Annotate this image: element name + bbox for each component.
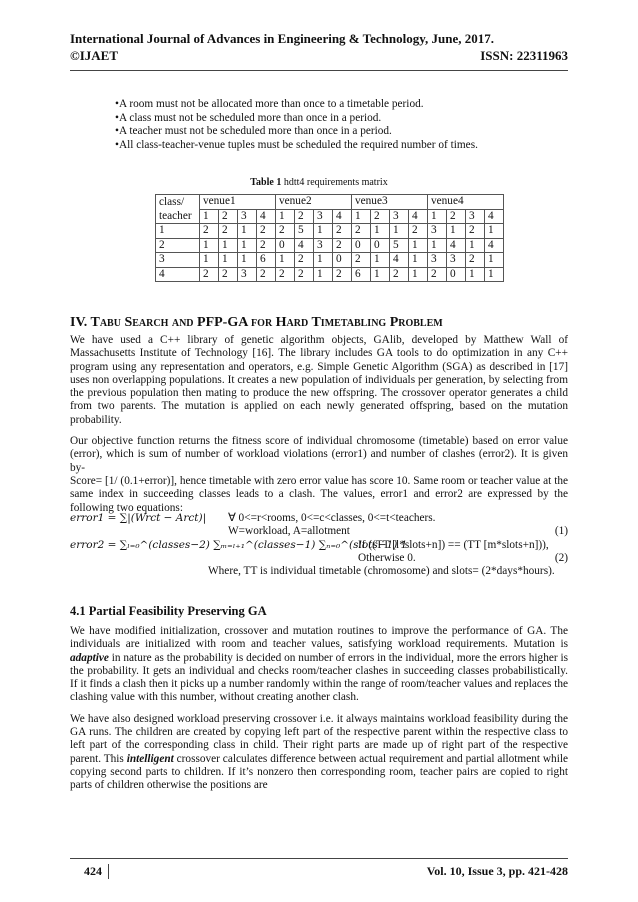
table-cell: 6 [352, 267, 371, 282]
venue-header: venue1 [200, 195, 276, 210]
subcol-header: 3 [238, 209, 257, 224]
page-header [70, 30, 568, 64]
venue-header: venue2 [276, 195, 352, 210]
table-cell: 0 [333, 253, 352, 268]
table-cell: 1 [314, 253, 333, 268]
table-cell: 3 [428, 224, 447, 239]
journal-title: International Journal of Advances in Engineering & Technology, June, 2017. [70, 31, 495, 46]
table-cell: 2 [295, 267, 314, 282]
table-cell: 1 [409, 253, 428, 268]
venue-header: venue3 [352, 195, 428, 210]
equations: error1 = ∑|(Wrct − Arct)| ∀ 0<=r<rooms, 0<=c<classes, 0<=t<teachers. W=workload, A=allotment (1) error2 = ∑ₗ₌₀^(classes−2) ∑ₘ₌ₗ₊₁^(classes−1) ∑ₙ₌₀^(slots−1) 1 If ((TT [l*slots+n]) == (TT [m*slots+n])), Otherwise 0. (2) Where, TT is individual timetable (chromosome) and slots= (2*days*hours). [70, 512, 568, 578]
table-cell: 5 [295, 224, 314, 239]
issn: ISSN: 22311963 [480, 48, 568, 63]
table-cell: 5 [390, 238, 409, 253]
table-cell: 6 [257, 253, 276, 268]
subcol-header: 1 [352, 209, 371, 224]
table-row [156, 253, 504, 268]
paragraph: We have modified initialization, crossover and mutation routines to improve the performance of GA. The individuals are initialized with room and teacher values, satisfying workload requirements. Mutation is adaptive in nature as the probability is decided on number of errors in the individual, more the errors higher is the probability. It gets an individual and checks room/teacher clashes in succeeding classes probabilistically. If it finds a clash then it picks up a number randomly within the range of room/teacher values and replaces the clashing value with this number, without creating another clash. [70, 625, 568, 704]
table-cell: 1 [238, 253, 257, 268]
table-cell: 2 [257, 238, 276, 253]
table-cell: 1 [409, 267, 428, 282]
table-cell: 1 [485, 224, 504, 239]
table-cell: 2 [428, 267, 447, 282]
table-cell: 2 [409, 224, 428, 239]
footer-rule [70, 858, 568, 859]
table-cell: 2 [257, 267, 276, 282]
table-cell: 2 [352, 253, 371, 268]
row-label: 1 [156, 224, 200, 239]
subcol-header: 4 [485, 209, 504, 224]
subcol-header: 1 [200, 209, 219, 224]
table-cell: 1 [238, 224, 257, 239]
row-label: 2 [156, 238, 200, 253]
subsection-body [70, 625, 568, 801]
paragraph: Score= [1/ (0.1+error)], hence timetable with zero error value has score 10. Same room or teacher value at the same index in succeeding classes leads to a clash. The values, error1 and error2 are expressed by the following two equations: [70, 474, 568, 514]
list-item: •All class-teacher-venue tuples must be scheduled the required number of times. [115, 138, 478, 151]
subcol-header: 3 [466, 209, 485, 224]
table-cell: 3 [447, 253, 466, 268]
table-row [156, 267, 504, 282]
table-cell: 1 [371, 224, 390, 239]
table-cell: 1 [428, 238, 447, 253]
table-row [156, 224, 504, 239]
table-cell: 2 [295, 253, 314, 268]
corner-header: teacher [156, 209, 200, 224]
table-cell: 4 [447, 238, 466, 253]
table-cell: 2 [200, 267, 219, 282]
table-cell: 2 [276, 224, 295, 239]
table-cell: 0 [276, 238, 295, 253]
table-cell: 0 [352, 238, 371, 253]
table-cell: 0 [447, 267, 466, 282]
constraint-list [115, 98, 478, 152]
venue-header: venue4 [428, 195, 504, 210]
subcol-header: 2 [447, 209, 466, 224]
table-cell: 2 [219, 224, 238, 239]
volume-info: Vol. 10, Issue 3, pp. 421-428 [426, 864, 568, 878]
table-cell: 2 [219, 267, 238, 282]
subcol-header: 3 [314, 209, 333, 224]
subcol-header: 2 [219, 209, 238, 224]
table-cell: 1 [466, 267, 485, 282]
table-cell: 1 [447, 224, 466, 239]
table-cell: 1 [409, 238, 428, 253]
subcol-header: 4 [257, 209, 276, 224]
subcol-header: 1 [276, 209, 295, 224]
equation-2: error2 = ∑ₗ₌₀^(classes−2) ∑ₘ₌ₗ₊₁^(classes−1) ∑ₙ₌₀^(slots−1) 1 [70, 538, 408, 551]
table-row [156, 238, 504, 253]
table-cell: 2 [390, 267, 409, 282]
list-item: •A class must not be scheduled more than once in a period. [115, 111, 382, 124]
subcol-header: 4 [333, 209, 352, 224]
table-cell: 1 [371, 253, 390, 268]
table-cell: 2 [333, 238, 352, 253]
table-cell: 2 [466, 224, 485, 239]
table-cell: 1 [238, 238, 257, 253]
paragraph: We have also designed workload preserving crossover i.e. it always maintains workload feasibility during the GA runs. The children are created by copying left part of the respective parent within the respective class to left part of the corresponding class in child. Their right parts are made up of right part of the respective parent. This intelligent crossover calculates difference between actual requirement and partial allotment while copying second parts to children. If it’s nonzero then corresponding room, teacher pairs are copied to right parts of children otherwise the positions are [70, 712, 568, 792]
subcol-header: 4 [409, 209, 428, 224]
table-cell: 4 [390, 253, 409, 268]
table-cell: 2 [352, 224, 371, 239]
corner-header: class/ [156, 195, 200, 210]
section-body [70, 334, 568, 523]
paragraph: Our objective function returns the fitness score of individual chromosome (timetable) based on error value (error), which is sum of number of workload violations (error1) and number of clashes (error2). It is given by- [70, 435, 568, 474]
table-cell: 1 [200, 253, 219, 268]
table-cell: 1 [219, 238, 238, 253]
table-cell: 4 [485, 238, 504, 253]
table-cell: 0 [371, 238, 390, 253]
table-cell: 3 [238, 267, 257, 282]
table-cell: 2 [200, 224, 219, 239]
row-label: 3 [156, 253, 200, 268]
table-cell: 2 [276, 267, 295, 282]
table-cell: 2 [257, 224, 276, 239]
list-item: •A teacher must not be scheduled more than once in a period. [115, 125, 392, 137]
section-heading: IV. Tabu Search and PFP-GA for Hard Timetabling Problem [70, 315, 443, 330]
copyright: ©IJAET [70, 48, 119, 63]
requirements-table [155, 194, 504, 282]
table-cell: 1 [485, 253, 504, 268]
table-caption: Table 1 hdtt4 requirements matrix [250, 177, 388, 188]
table-cell: 1 [276, 253, 295, 268]
table-cell: 2 [333, 224, 352, 239]
table-cell: 4 [295, 238, 314, 253]
page-number: 424 [70, 864, 109, 879]
row-label: 4 [156, 267, 200, 282]
equation-1: error1 = ∑|(Wrct − Arct)| [70, 512, 207, 524]
table-cell: 3 [428, 253, 447, 268]
paragraph: We have used a C++ library of genetic algorithm objects, GAlib, developed by Matthew Wall of Massachusetts Institute of Technology [16]. The library includes GA tools to do optimization in any C++ program using any representation and operators, e.g. Simple Genetic Algorithm (SGA) as described in [17] uses non overlapping populations. It creates a new population of individuals per generation, by selecting from the previous population then mating to produce the new offspring. The crossover operator generates a child from two parents. The mutation is applied on each newly generated offspring, based on the mutation probability. [70, 334, 568, 426]
header-rule [70, 70, 568, 71]
subsection-heading: 4.1 Partial Feasibility Preserving GA [70, 604, 267, 618]
table-cell: 1 [390, 224, 409, 239]
page-footer [70, 864, 568, 879]
table-cell: 1 [371, 267, 390, 282]
subcol-header: 1 [428, 209, 447, 224]
table-cell: 1 [200, 238, 219, 253]
table-cell: 1 [485, 267, 504, 282]
subcol-header: 2 [295, 209, 314, 224]
table-cell: 1 [314, 224, 333, 239]
table-cell: 3 [314, 238, 333, 253]
subcol-header: 2 [371, 209, 390, 224]
table-cell: 1 [314, 267, 333, 282]
table-cell: 1 [219, 253, 238, 268]
subcol-header: 3 [390, 209, 409, 224]
table-cell: 1 [466, 238, 485, 253]
table-cell: 2 [466, 253, 485, 268]
list-item: •A room must not be allocated more than once to a timetable period. [115, 98, 424, 110]
table-cell: 2 [333, 267, 352, 282]
